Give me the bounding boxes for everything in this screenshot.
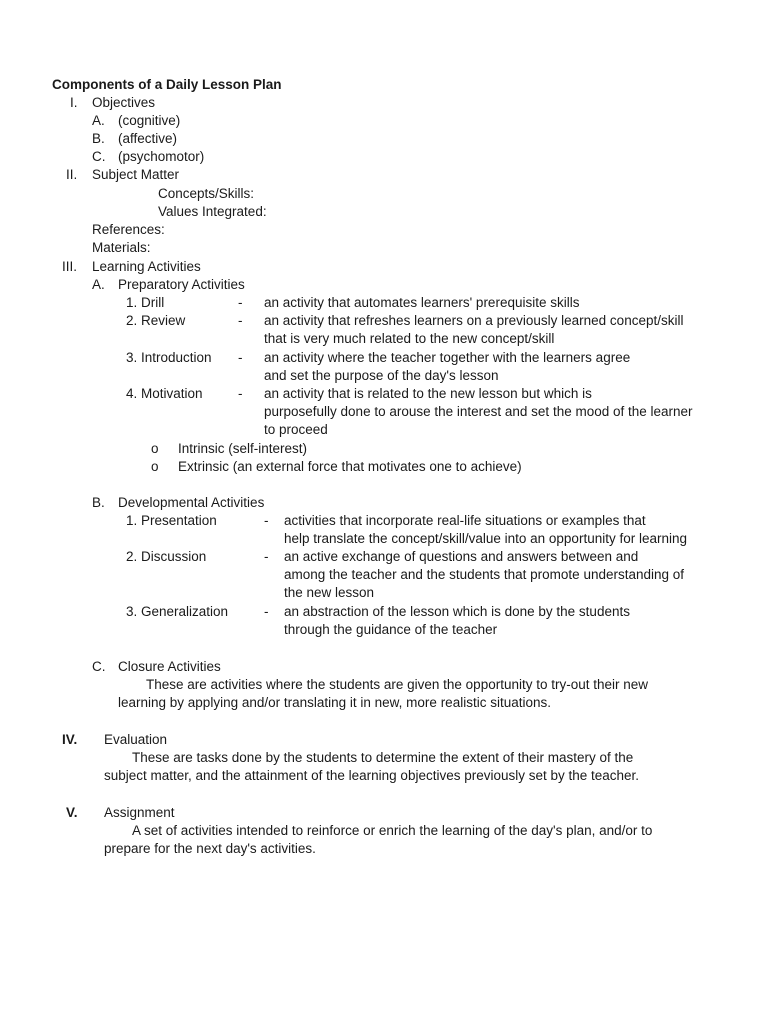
preparatory-letter: A. [92,277,105,292]
values-integrated-label: Values Integrated: [158,204,267,219]
preparatory-heading: Preparatory Activities [118,277,245,292]
objective-affective: (affective) [118,131,178,146]
concepts-skills-label: Concepts/Skills: [158,186,255,201]
motivation-definition-line-1: an activity that is related to the new lesson but which is [264,386,592,401]
bullet-mark-extrinsic: o [151,459,159,474]
presentation-dash: - [264,513,269,528]
assignment-description-line-1: A set of activities intended to reinforce or enrich the learning of the day's plan, and/or to [132,823,653,838]
discussion-definition-line-1: an active exchange of questions and answers between and [284,549,639,564]
closure-heading: Closure Activities [118,659,221,674]
introduction-definition-line-1: an activity where the teacher together with the learners agree [264,350,631,365]
motivation-definition-line-2: purposefully done to arouse the interest and set the mood of the learner [264,404,693,419]
subject-matter-numeral: II. [66,167,78,182]
presentation-definition-line-2: help translate the concept/skill/value into an opportunity for learning [284,531,687,546]
discussion-definition-line-3: the new lesson [284,585,375,600]
objective-letter-a: A. [92,113,105,128]
introduction-definition-line-2: and set the purpose of the day's lesson [264,368,499,383]
evaluation-description-line-1: These are tasks done by the students to determine the extent of their mastery of the [132,750,634,765]
learning-activities-heading: Learning Activities [92,259,201,274]
evaluation-description-line-2: subject matter, and the attainment of the learning objectives previously set by the teacher. [104,768,640,783]
introduction-term: 3. Introduction [126,350,212,365]
review-dash: - [238,313,243,328]
closure-description-line-1: These are activities where the students are given the opportunity to try-out their new [146,677,649,692]
closure-letter: C. [92,659,106,674]
references-label: References: [92,222,165,237]
learning-activities-numeral: III. [62,259,78,274]
objective-cognitive: (cognitive) [118,113,181,128]
discussion-dash: - [264,549,269,564]
drill-definition: an activity that automates learners' prerequisite skills [264,295,580,310]
motivation-term: 4. Motivation [126,386,203,401]
generalization-dash: - [264,604,269,619]
objective-psychomotor: (psychomotor) [118,149,205,164]
subject-matter-heading: Subject Matter [92,167,180,182]
bullet-intrinsic: Intrinsic (self-interest) [178,441,308,456]
bullet-mark-intrinsic: o [151,441,159,456]
evaluation-heading: Evaluation [104,732,168,747]
discussion-term: 2. Discussion [126,549,207,564]
review-definition-line-1: an activity that refreshes learners on a previously learned concept/skill [264,313,684,328]
generalization-term: 3. Generalization [126,604,229,619]
assignment-numeral: V. [66,805,78,820]
objective-letter-b: B. [92,131,105,146]
bullet-extrinsic: Extrinsic (an external force that motivates one to achieve) [178,459,522,474]
closure-description-line-2: learning by applying and/or translating it in new, more realistic situations. [118,695,551,710]
drill-dash: - [238,295,243,310]
developmental-letter: B. [92,495,105,510]
motivation-dash: - [238,386,243,401]
objective-letter-c: C. [92,149,106,164]
review-term: 2. Review [126,313,186,328]
objectives-heading: Objectives [92,95,156,110]
assignment-heading: Assignment [104,805,175,820]
evaluation-numeral: IV. [62,732,78,747]
materials-label: Materials: [92,240,151,255]
discussion-definition-line-2: among the teacher and the students that promote understanding of [284,567,685,582]
introduction-dash: - [238,350,243,365]
presentation-term: 1. Presentation [126,513,217,528]
review-definition-line-2: that is very much related to the new concept/skill [264,331,555,346]
developmental-heading: Developmental Activities [118,495,265,510]
presentation-definition-line-1: activities that incorporate real-life situations or examples that [284,513,646,528]
objectives-numeral: I. [70,95,78,110]
drill-term: 1. Drill [126,295,165,310]
motivation-definition-line-3: to proceed [264,422,328,437]
assignment-description-line-2: prepare for the next day's activities. [104,841,316,856]
generalization-definition-line-2: through the guidance of the teacher [284,622,498,637]
generalization-definition-line-1: an abstraction of the lesson which is done by the students [284,604,630,619]
document-title: Components of a Daily Lesson Plan [52,77,282,92]
